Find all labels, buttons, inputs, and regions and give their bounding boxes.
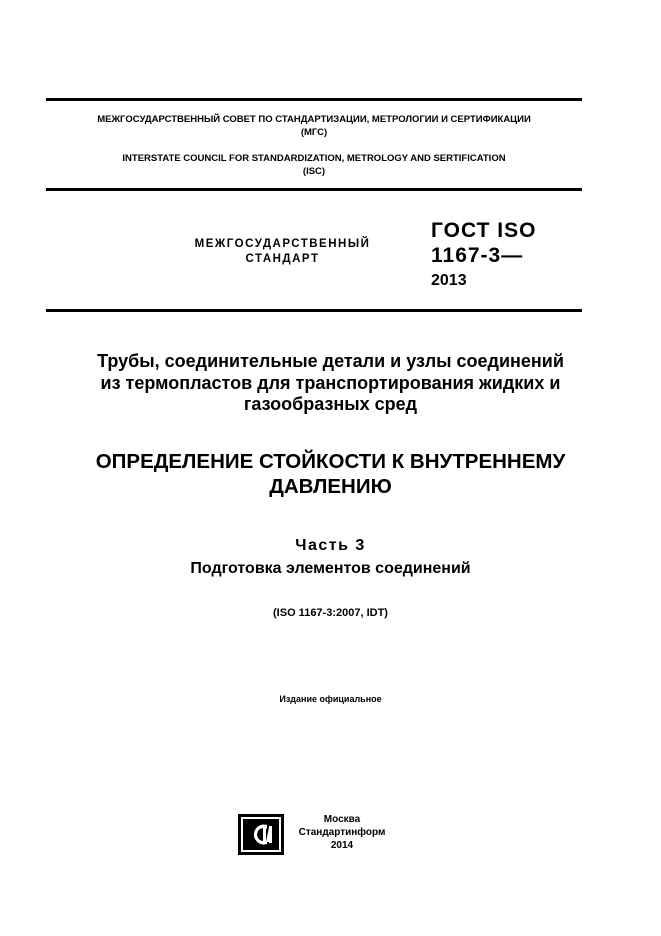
council-ru-abbrev: (МГС): [300, 127, 328, 138]
document-title: [40, 351, 621, 416]
iso-reference: (ISO 1167-3:2007, IDT): [273, 607, 388, 619]
council-ru-line1: МЕЖГОСУДАРСТВЕННЫЙ СОВЕТ ПО СТАНДАРТИЗАЦИИ, МЕТРОЛОГИИ И СЕРТИФИКАЦИИ: [97, 114, 531, 125]
standard-kind-line1: МЕЖГОСУДАРСТВЕННЫЙ: [194, 238, 371, 250]
standard-kind-line2: СТАНДАРТ: [245, 253, 320, 265]
standard-kind: [170, 237, 395, 267]
part-number: Часть 3: [295, 537, 366, 554]
standard-number: [431, 218, 536, 268]
council-rule: [46, 188, 582, 191]
publisher-city: Москва: [323, 814, 361, 825]
subtitle-line1: ОПРЕДЕЛЕНИЕ СТОЙКОСТИ К ВНУТРЕННЕМУ: [95, 450, 566, 473]
publisher-info: [292, 813, 392, 852]
document-subtitle: [40, 449, 621, 499]
standard-number-line1: ГОСТ ISO: [431, 219, 537, 242]
title-line2: из термопластов для транспортирования жидких и: [100, 372, 561, 393]
publisher-name: Стандартинформ: [298, 827, 386, 838]
standard-rule: [46, 309, 582, 312]
top-rule: [46, 98, 582, 101]
council-en-abbrev: (ISC): [302, 166, 326, 177]
council-name-russian: [46, 113, 582, 139]
council-name-english: [46, 152, 582, 178]
standartinform-logo-icon: [237, 813, 285, 856]
title-line1: Трубы, соединительные детали и узлы соединений: [97, 351, 564, 371]
publisher-year: 2014: [330, 840, 354, 851]
title-line3: газообразных сред: [243, 394, 418, 414]
standard-year: 2013: [431, 272, 467, 289]
standard-number-line2: 1167-3—: [431, 244, 524, 267]
part-name: Подготовка элементов соединений: [190, 560, 471, 577]
edition-label: Издание официальное: [279, 694, 382, 704]
subtitle-line2: ДАВЛЕНИЮ: [269, 475, 392, 498]
council-en-line1: INTERSTATE COUNCIL FOR STANDARDIZATION, METROLOGY AND SERTIFICATION: [122, 153, 506, 164]
